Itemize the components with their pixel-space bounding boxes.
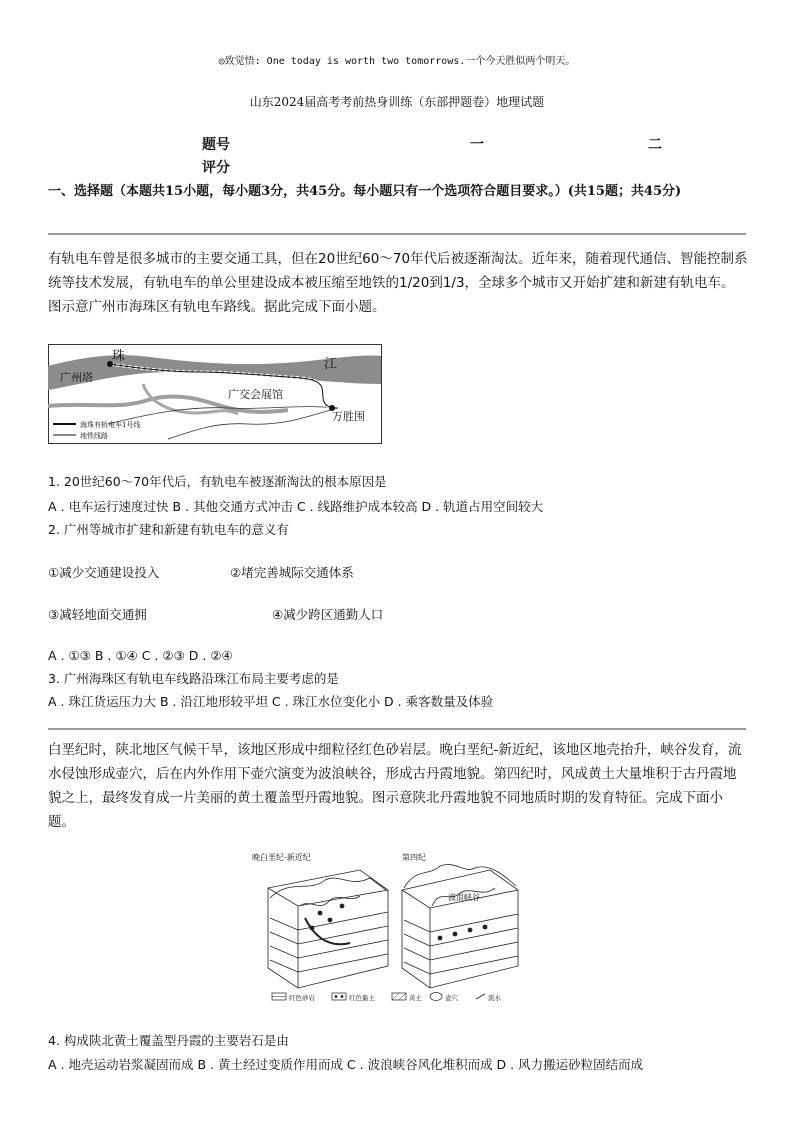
question-2-item-4: ④减少跨区通勤人口 bbox=[272, 607, 384, 622]
caption-left: 晚白垩纪-新近纪 bbox=[252, 853, 311, 862]
question-2-item-2: ②堵完善城际交通体系 bbox=[230, 565, 354, 580]
label-canyon: 波浪峡谷 bbox=[448, 893, 480, 902]
legend-red-sandstone: 红色砂岩 bbox=[289, 994, 315, 1002]
block-right bbox=[402, 864, 518, 988]
question-2-options: A . ①③ B . ①④ C . ②③ D . ②④ bbox=[48, 648, 233, 663]
label-tower: 广州塔 bbox=[60, 371, 93, 384]
question-2-stem: 2. 广州等城市扩建和新建有轨电车的意义有 bbox=[48, 522, 289, 537]
caption-right: 第四纪 bbox=[402, 853, 426, 862]
river-label-2: 江 bbox=[324, 357, 338, 372]
score-col-2: 二 bbox=[648, 137, 662, 153]
section-heading: 一、选择题（本题共15小题，每小题3分，共45分。每小题只有一个选项符合题目要求。）(共15题；共45分) bbox=[48, 184, 682, 199]
danxia-figure bbox=[250, 848, 550, 1008]
divider bbox=[48, 233, 746, 235]
block-left bbox=[268, 870, 388, 988]
question-1-options: A . 电车运行速度过快 B . 其他交通方式冲击 C . 线路维护成本较高 D . 轨道占用空间较大 bbox=[48, 499, 544, 514]
passage-2: 白垩纪时，陕北地区气候干旱，该地区形成中细粒径红色砂岩层。晚白垩纪-新近纪，该地区地壳抬升，峡谷发育，流水侵蚀形成壶穴，后在内外作用下壶穴演变为波浪峡谷，形成古丹霞地貌。第四纪时，风成黄土大量堆积于古丹霞地貌之上，最终发育成一片美丽的黄土覆盖型丹霞地貌。图示意陕北丹霞地貌不同地质时期的发育特征。完成下面小题。 bbox=[48, 742, 742, 830]
question-4-stem: 4. 构成陕北黄土覆盖型丹霞的主要岩石是由 bbox=[48, 1033, 289, 1048]
question-3-options: A . 珠江货运压力大 B . 沿江地形较平坦 C . 珠江水位变化小 D . 乘客数量及体验 bbox=[48, 694, 494, 709]
legend-metro: 地铁线路 bbox=[80, 432, 108, 440]
score-col-1: 一 bbox=[470, 137, 484, 153]
legend-pothole: 壶穴 bbox=[445, 994, 458, 1002]
legend-water: 流水 bbox=[488, 994, 501, 1002]
figure-legend bbox=[272, 993, 502, 1003]
legend-tram: 海珠有轨电车1号线 bbox=[80, 421, 141, 429]
question-1-stem: 1. 20世纪60～70年代后，有轨电车被逐渐淘汰的根本原因是 bbox=[48, 474, 387, 489]
divider-2 bbox=[48, 728, 746, 730]
legend-red-clay: 红色黏土 bbox=[349, 994, 375, 1002]
river-label-1: 珠 bbox=[112, 349, 126, 364]
tram-route-map bbox=[48, 344, 382, 444]
label-wanshengwei: 万胜围 bbox=[332, 410, 365, 423]
exam-title: 山东2024届高考考前热身训练（东部押题卷）地理试题 bbox=[249, 95, 545, 109]
question-3-stem: 3. 广州海珠区有轨电车线路沿珠江布局主要考虑的是 bbox=[48, 671, 339, 686]
score-row-label: 题号 bbox=[202, 137, 230, 153]
label-expo: 广交会展馆 bbox=[228, 388, 283, 401]
question-2-item-3: ③减轻地面交通拥 bbox=[48, 607, 147, 622]
question-4-options: A . 地壳运动岩浆凝固而成 B . 黄土经过变质作用而成 C . 波浪峡谷风化堆积而成 D . 风力搬运砂粒固结而成 bbox=[48, 1057, 644, 1072]
motto-line: ◎致觉悟: One today is worth two tomorrows.一个今天胜似两个明天。 bbox=[218, 56, 576, 67]
question-2-item-1: ①减少交通建设投入 bbox=[48, 565, 160, 580]
passage-1: 有轨电车曾是很多城市的主要交通工具，但在20世纪60～70年代后被逐渐淘汰。近年来，随着现代通信、智能控制系统等技术发展，有轨电车的单公里建设成本被压缩至地铁的1/20到1/3，全球多个城市又开始扩建和新建有轨电车。图示意广州市海珠区有轨电车路线。据此完成下面小题。 bbox=[48, 251, 748, 315]
score-row2-label: 评分 bbox=[202, 160, 230, 176]
legend-loess: 黄土 bbox=[409, 994, 422, 1002]
